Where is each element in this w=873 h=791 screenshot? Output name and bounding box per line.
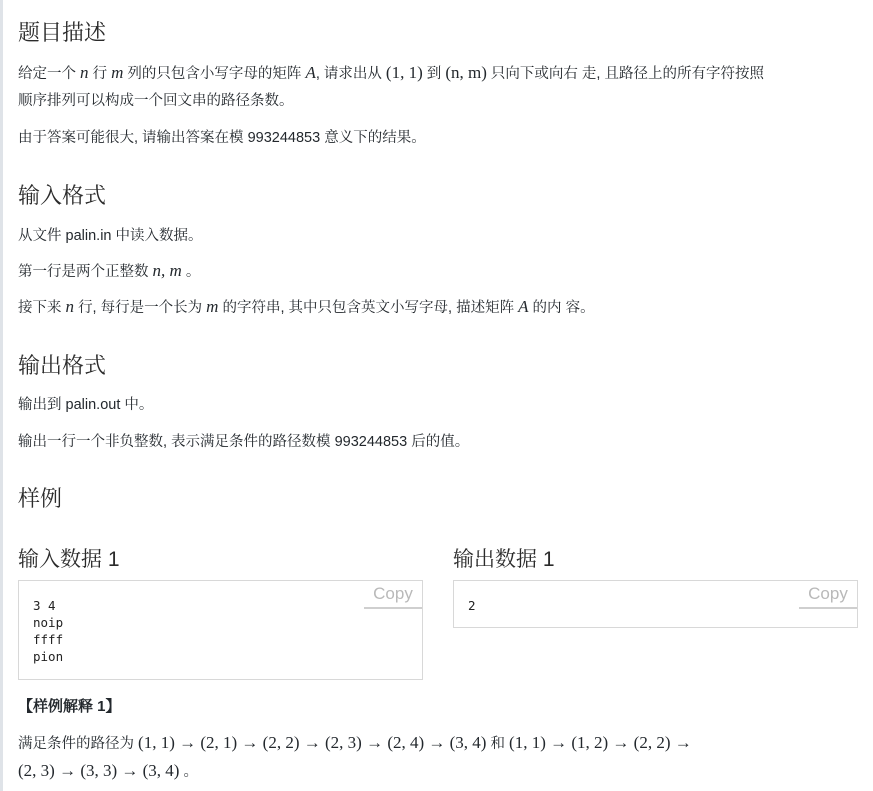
- math-nm: n, m: [152, 261, 182, 280]
- text: 的内 容。: [532, 300, 595, 316]
- text: 的字符串, 其中只包含英文小写字母, 描述矩阵: [222, 300, 515, 316]
- math-end: (n, m): [445, 63, 487, 82]
- sample-output-title: 输出数据 1: [453, 548, 555, 571]
- copy-output-button[interactable]: Copy: [799, 581, 857, 609]
- output-line-1: 输出到 palin.out 中。: [18, 397, 154, 413]
- text: 接下来: [18, 300, 62, 316]
- math-start: (1, 1): [385, 63, 423, 82]
- explanation-line-2: [18, 760, 198, 783]
- copy-input-button[interactable]: Copy: [364, 581, 422, 609]
- text: 行: [92, 66, 108, 82]
- text: 满足条件的路径为: [18, 736, 134, 752]
- math-m: m: [111, 63, 124, 82]
- sample-input-box: [18, 580, 423, 680]
- section-title-input: 输入格式: [18, 183, 107, 208]
- text: 。: [185, 264, 201, 280]
- input-line-1: 从文件 palin.in 中读入数据。: [18, 228, 203, 244]
- text: , 请求出从: [315, 66, 382, 82]
- text: 给定一个: [18, 66, 76, 82]
- text: 列的只包含小写字母的矩阵: [127, 66, 302, 82]
- math-A: A: [305, 63, 316, 82]
- input-line-2: [18, 260, 200, 283]
- section-title-output: 输出格式: [18, 353, 107, 378]
- text: 。: [183, 764, 198, 780]
- output-line-2: 输出一行一个非负整数, 表示满足条件的路径数模 993244853 后的值。: [18, 434, 470, 450]
- sample-explanation-title: 【样例解释 1】: [18, 698, 121, 715]
- math-n: n: [65, 297, 75, 316]
- left-border: [0, 0, 3, 791]
- sample-input-title: 输入数据 1: [18, 548, 120, 571]
- sample-output-box: [453, 580, 858, 628]
- math-path-2-cont: (2, 3) → (3, 3) → (3, 4): [18, 761, 180, 780]
- section-title-description: 题目描述: [18, 20, 107, 45]
- math-m: m: [206, 297, 219, 316]
- math-n: n: [80, 63, 89, 82]
- explanation-line-1: [18, 732, 692, 755]
- description-line-3: 由于答案可能很大, 请输出答案在模 993244853 意义下的结果。: [18, 130, 426, 146]
- section-title-sample: 样例: [18, 486, 63, 511]
- text: 只向下或向右 走, 且路径上的所有字符按照: [490, 66, 764, 82]
- math-A: A: [518, 297, 529, 316]
- input-line-3: [18, 296, 595, 319]
- sample-output-text: 2: [468, 598, 476, 613]
- description-line-2: 顺序排列可以构成一个回文串的路径条数。: [18, 93, 294, 109]
- text: 到: [426, 66, 442, 82]
- text: 第一行是两个正整数: [18, 264, 149, 280]
- math-path-1: (1, 1) → (2, 1) → (2, 2) → (2, 3) → (2, 4) → (3, 4): [138, 733, 487, 752]
- text: 和: [490, 736, 505, 752]
- description-line-1: [18, 62, 764, 85]
- sample-input-text: 3 4 noip ffff pion: [33, 598, 64, 664]
- math-path-2: (1, 1) → (1, 2) → (2, 2) →: [509, 733, 692, 752]
- text: 行, 每行是一个长为: [78, 300, 203, 316]
